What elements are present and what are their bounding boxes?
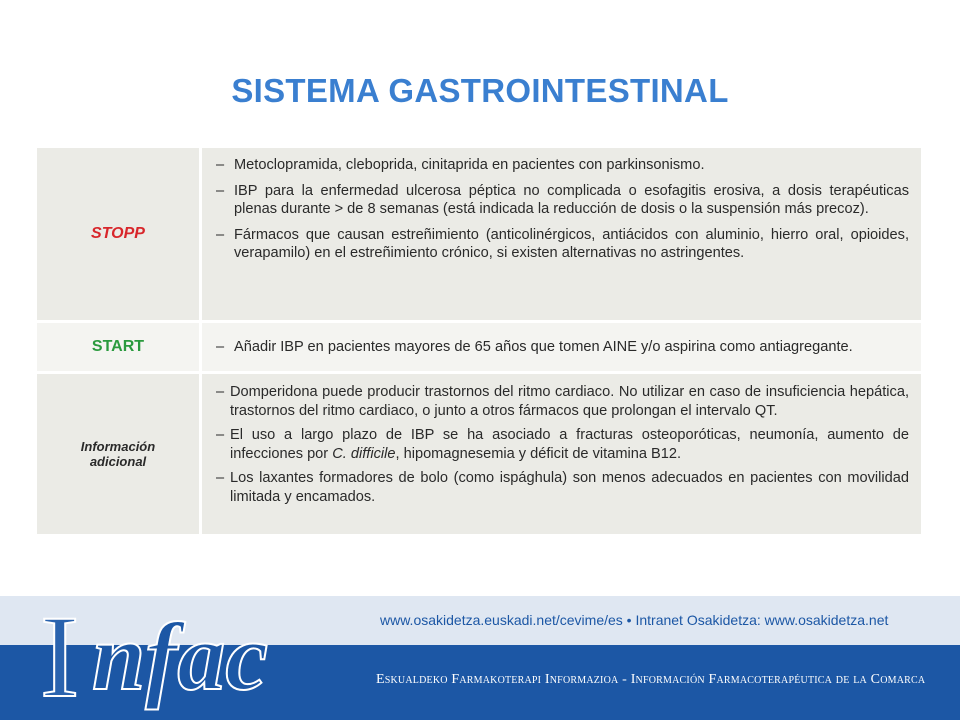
criteria-table [37, 148, 921, 534]
info-label-cell [37, 374, 199, 534]
list-item [216, 383, 909, 420]
start-row [37, 323, 921, 371]
list-item [216, 426, 909, 463]
dash-bullet: – [216, 427, 225, 443]
start-label-cell [37, 323, 199, 371]
list-item-text: Añadir IBP en pacientes mayores de 65 años que tomen AINE y/o aspirina como antiagregante. [234, 338, 853, 355]
dash-bullet: – [216, 182, 225, 199]
stopp-content [202, 148, 921, 320]
dash-bullet: – [216, 338, 225, 355]
start-label: START [91, 338, 145, 355]
list-item [216, 469, 909, 506]
info-content [202, 374, 921, 534]
info-row [37, 374, 921, 534]
list-item-text: Los laxantes formadores de bolo (como ispághula) son menos adecuados en pacientes con movilidad limitada y encamados. [230, 470, 909, 505]
logo-wordmark: nfac [92, 603, 268, 710]
stopp-label: STOPP [91, 225, 145, 242]
list-item-text: IBP para la enfermedad ulcerosa péptica no complicada o esofagitis erosiva, a dosis terapéuticas plenas durante > de 8 semanas (está indicada la reducción de dosis o la suspensión más precoz). [234, 182, 909, 217]
list-item [216, 156, 909, 175]
list-item [216, 182, 909, 219]
footer-url-line: www.osakidetza.euskadi.net/cevime/es • Intranet Osakidetza: www.osakidetza.net [380, 612, 889, 628]
list-item [216, 226, 909, 263]
start-content [202, 323, 921, 371]
dash-bullet: – [216, 384, 225, 400]
logo-initial: I [40, 591, 80, 722]
list-item-text: Fármacos que causan estreñimiento (anticolinérgicos, antiácidos con aluminio, hierro oral, opioides, verapamilo) en el estreñimiento crónico, si existen alternativas no astringentes. [234, 226, 909, 261]
dash-bullet: – [216, 470, 225, 486]
stopp-label-cell [37, 148, 199, 320]
info-label-line2: adicional [89, 454, 147, 469]
list-item-text: Domperidona puede producir trastornos del ritmo cardiaco. No utilizar en caso de insuficiencia hepática, trastornos del ritmo cardiaco, o junto a otros fármacos que prolongan el intervalo QT. [230, 384, 909, 419]
list-item-text: Metoclopramida, cleboprida, cinitaprida en pacientes con parkinsonismo. [234, 157, 705, 173]
dash-bullet: – [216, 157, 225, 173]
stopp-row [37, 148, 921, 320]
page-title: SISTEMA GASTROINTESTINAL [231, 72, 729, 109]
info-label [81, 439, 155, 469]
footer-tagline: Eskualdeko Farmakoterapi Informazioa - Información Farmacoterapéutica de la Comarca [376, 672, 926, 687]
list-item [216, 338, 853, 357]
list-item-text: El uso a largo plazo de IBP se ha asociado a fracturas osteoporóticas, neumonía, aumento de infecciones por C. difficile, hipomagnesemia y déficit de vitamina B12. [230, 427, 909, 462]
dash-bullet: – [216, 226, 225, 243]
info-label-line1: Información [80, 439, 156, 454]
